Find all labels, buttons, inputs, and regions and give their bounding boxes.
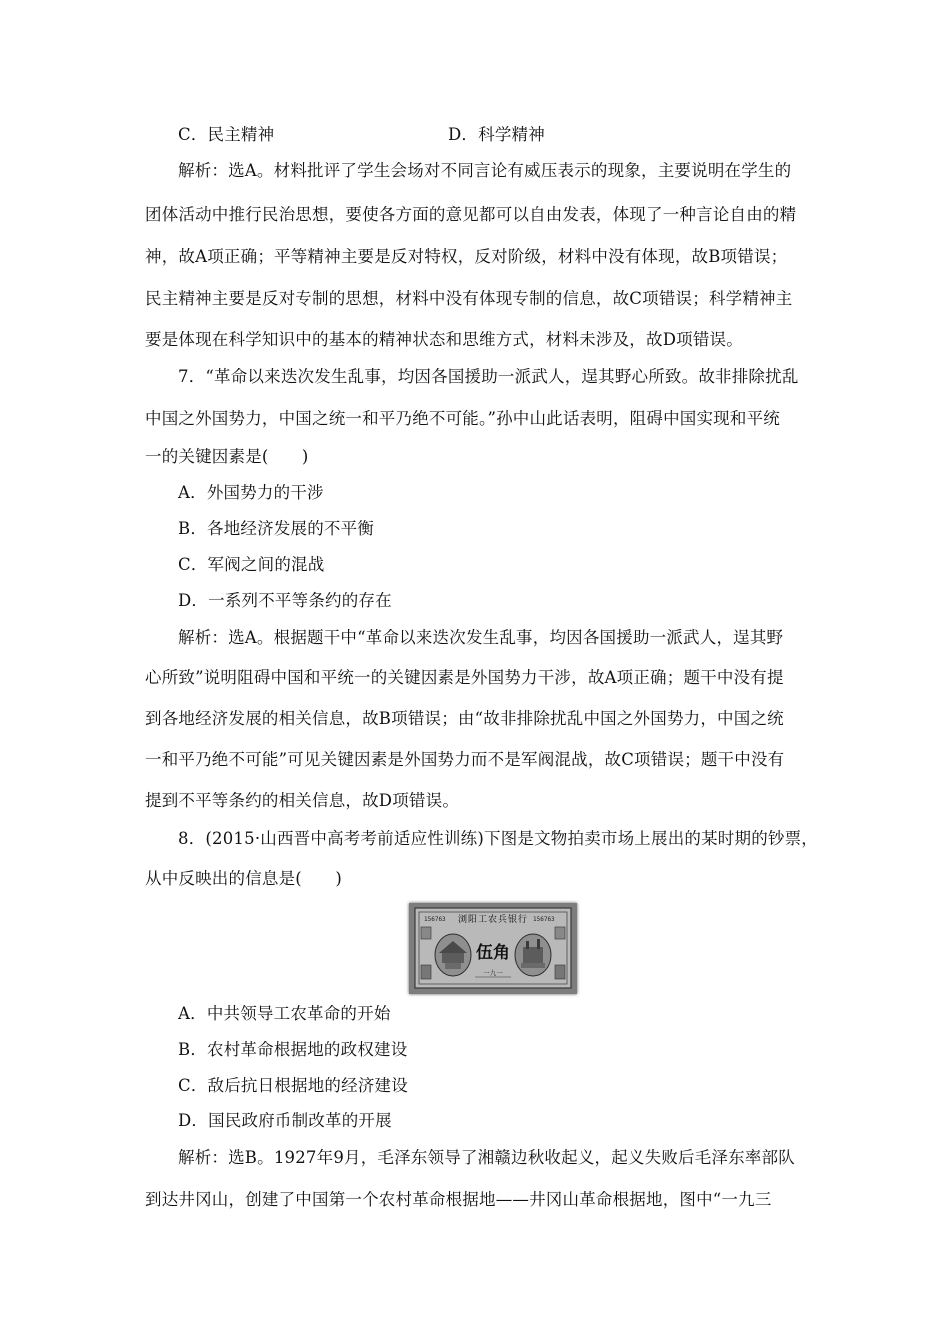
q7-stem-line: 7．“革命以来迭次发生乱事，均因各国援助一派武人，逞其野心所致。故非排除扰乱 <box>178 367 799 386</box>
q7-stem-line: 一的关键因素是( ) <box>145 447 309 466</box>
q7-analysis-line: 到各地经济发展的相关信息，故B项错误；由“故非排除扰乱中国之外国势力，中国之统 <box>145 709 784 728</box>
q8-stem-line: 从中反映出的信息是( ) <box>145 869 342 888</box>
q7-option-a: A．外国势力的干涉 <box>178 483 324 502</box>
q8-analysis-line: 解析：选B。1927年9月，毛泽东领导了湘赣边秋收起义，起义失败后毛泽东率部队 <box>178 1148 795 1167</box>
q7-analysis-line: 心所致”说明阻碍中国和平统一的关键因素是外国势力干涉，故A项正确；题干中没有提 <box>145 668 784 687</box>
banknote-year: 一九一 <box>483 969 503 977</box>
q7-option-c: C．军阀之间的混战 <box>178 555 325 574</box>
banknote-denomination: 伍角 <box>476 943 510 963</box>
q8-option-d: D．国民政府币制改革的开展 <box>178 1111 392 1130</box>
banknote-serial-left: 156763 <box>424 916 446 923</box>
q8-stem-line: 8．(2015·山西晋中高考考前适应性训练)下图是文物拍卖市场上展出的某时期的钞票， <box>178 829 819 848</box>
q6-analysis-line: 民主精神主要是反对专制的思想，材料中没有体现专制的信息，故C项错误；科学精神主 <box>145 289 793 308</box>
q6-analysis-line: 解析：选A。材料批评了学生会场对不同言论有威压表示的现象，主要说明在学生的 <box>178 161 792 180</box>
banknote-serial-right: 156763 <box>533 916 555 923</box>
banknote-photo <box>409 903 577 994</box>
banknote-bank-name: 浏阳工农兵银行 <box>457 915 529 925</box>
q7-analysis-line: 解析：选A。根据题干中“革命以来迭次发生乱事，均因各国援助一派武人，逞其野 <box>178 628 784 647</box>
banknote-image <box>409 903 577 994</box>
q6-analysis-line: 要是体现在科学知识中的基本的精神状态和思维方式，材料未涉及，故D项错误。 <box>145 330 743 349</box>
q7-option-d: D．一系列不平等条约的存在 <box>178 591 392 610</box>
option-c: C．民主精神 <box>178 125 275 144</box>
q7-option-b: B．各地经济发展的不平衡 <box>178 519 375 538</box>
q6-analysis-line: 神，故A项正确；平等精神主要是反对特权，反对阶级，材料中没有体现，故B项错误； <box>145 247 788 266</box>
q8-option-a: A．中共领导工农革命的开始 <box>178 1004 391 1023</box>
q8-option-c: C．敌后抗日根据地的经济建设 <box>178 1076 408 1095</box>
q7-analysis-line: 一和平乃绝不可能”可见关键因素是外国势力而不是军阀混战，故C项错误；题干中没有 <box>145 750 785 769</box>
q7-analysis-line: 提到不平等条约的相关信息，故D项错误。 <box>145 791 460 810</box>
q8-analysis-line: 到达井冈山，创建了中国第一个农村革命根据地——井冈山革命根据地，图中“一九三 <box>145 1190 772 1209</box>
banknote-left-vignette <box>435 934 471 976</box>
q6-analysis-line: 团体活动中推行民治思想，要使各方面的意见都可以自由发表，体现了一种言论自由的精 <box>145 205 797 224</box>
q7-stem-line: 中国之外国势力，中国之统一和平乃绝不可能。”孙中山此话表明，阻碍中国实现和平统 <box>145 409 780 428</box>
option-d: D．科学精神 <box>448 125 545 144</box>
q8-option-b: B．农村革命根据地的政权建设 <box>178 1040 408 1059</box>
banknote-right-vignette <box>515 934 551 976</box>
